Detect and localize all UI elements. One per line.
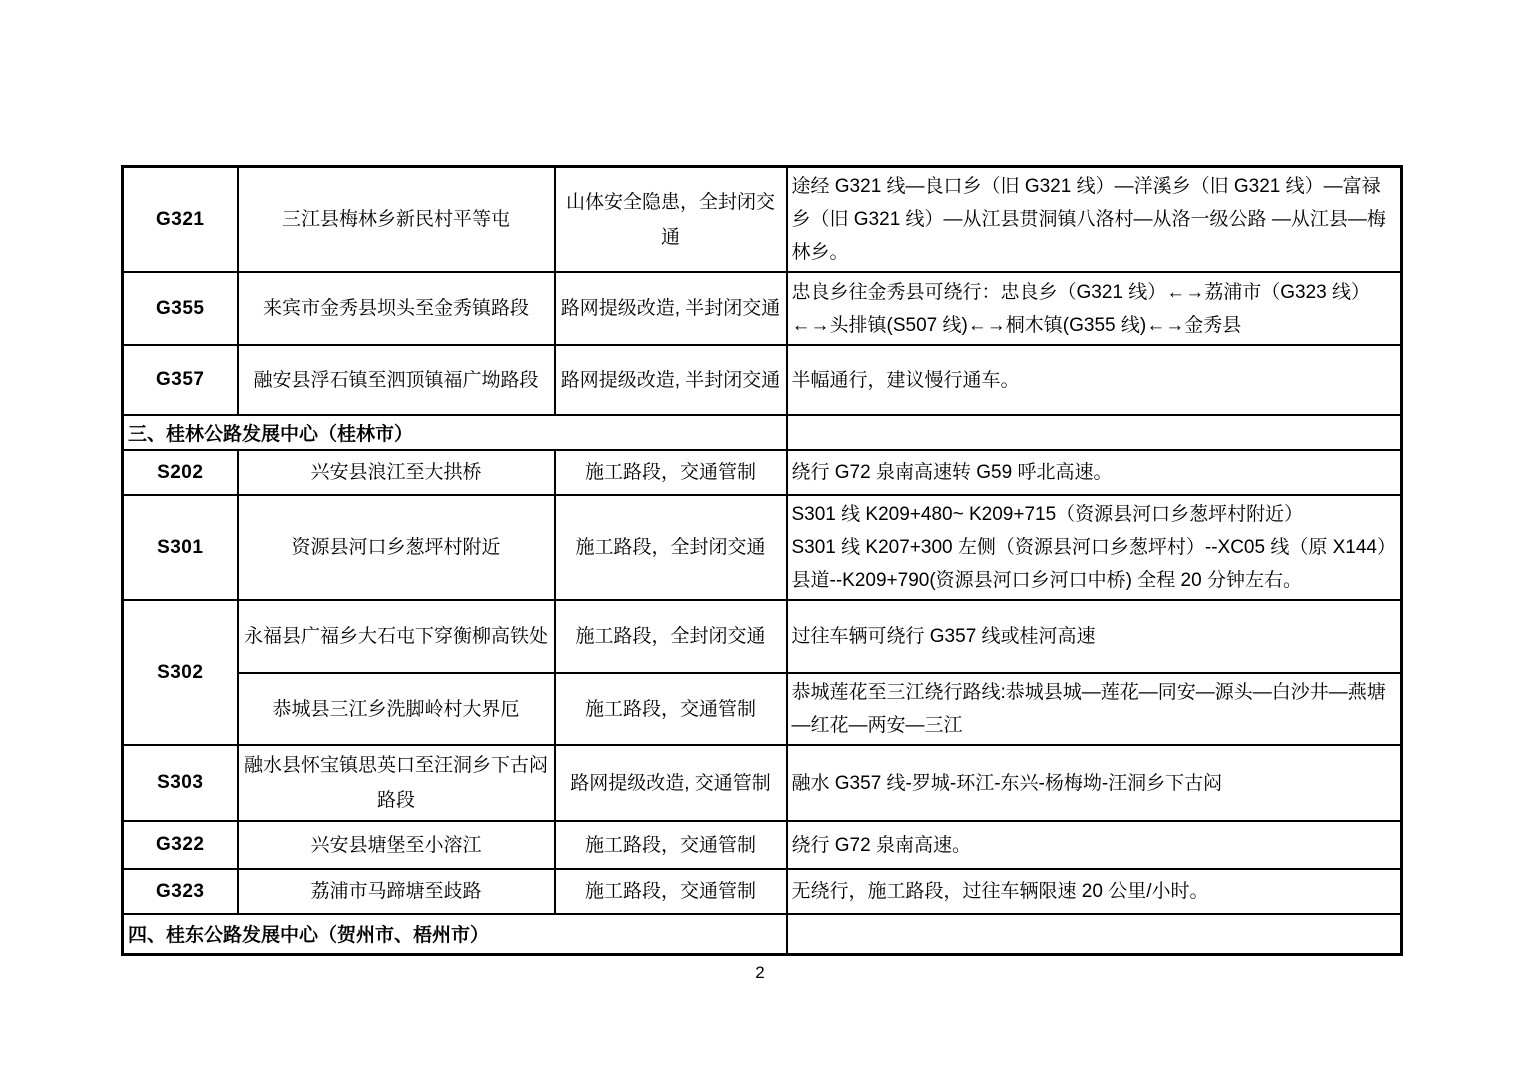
route-code-cell: S302: [123, 600, 238, 745]
detour-line: S301 线 K207+300 左侧（资源县河口乡葱坪村）--XC05 线（原 X144）县道--K209+790(资源县河口乡河口中桥) 全程 20 分钟左右。: [791, 537, 1396, 591]
status-cell: 山体安全隐患，全封闭交通: [555, 167, 787, 273]
status-cell: 施工路段，全封闭交通: [555, 600, 787, 673]
location-cell: 兴安县浪江至大拱桥: [238, 450, 555, 495]
route-code-cell: G357: [123, 345, 238, 415]
route-code-cell: G322: [123, 821, 238, 869]
location-cell: 资源县河口乡葱坪村附近: [238, 495, 555, 600]
section-header-row-guilin: [123, 415, 1402, 450]
empty-cell: [787, 914, 1402, 954]
road-closure-table: [121, 165, 1403, 956]
location-cell: 来宾市金秀县坝头至金秀镇路段: [238, 272, 555, 345]
status-cell: 施工路段，交通管制: [555, 821, 787, 869]
table-row-g357: [123, 345, 1402, 415]
detour-cell: 绕行 G72 泉南高速。: [787, 821, 1402, 869]
location-cell: 三江县梅林乡新民村平等屯: [238, 167, 555, 273]
detour-cell: 融水 G357 线-罗城-环江-东兴-杨梅坳-汪洞乡下古闷: [787, 745, 1402, 821]
empty-cell: [787, 415, 1402, 450]
detour-cell: 半幅通行，建议慢行通车。: [787, 345, 1402, 415]
location-cell: 永福县广福乡大石屯下穿衡柳高铁处: [238, 600, 555, 673]
detour-cell: 忠良乡往金秀县可绕行：忠良乡（G321 线）←→荔浦市（G323 线）←→头排镇(S507 线)←→桐木镇(G355 线)←→金秀县: [787, 272, 1402, 345]
detour-cell: 绕行 G72 泉南高速转 G59 呼北高速。: [787, 450, 1402, 495]
route-code-cell: S301: [123, 495, 238, 600]
table-row-g322: [123, 821, 1402, 869]
page-number: 2: [755, 963, 765, 982]
detour-cell: 途经 G321 线—良口乡（旧 G321 线）—洋溪乡（旧 G321 线）—富禄乡（旧 G321 线）—从江县贯洞镇八洛村—从洛一级公路 —从江县—梅林乡。: [787, 167, 1402, 273]
section-header-row-guidong: [123, 914, 1402, 954]
section-header-label: 四、桂东公路发展中心（贺州市、梧州市）: [123, 914, 787, 954]
location-cell: 恭城县三江乡洗脚岭村大界厄: [238, 673, 555, 745]
table-row-s303: [123, 745, 1402, 821]
route-code-cell: G355: [123, 272, 238, 345]
location-cell: 融水县怀宝镇思英口至汪洞乡下古闷路段: [238, 745, 555, 821]
table-row-g355: [123, 272, 1402, 345]
table-row-s302-b: [123, 673, 1402, 745]
detour-line: S301 线 K209+480~ K209+715（资源县河口乡葱坪村附近）: [791, 504, 1304, 525]
section-header-label: 三、桂林公路发展中心（桂林市）: [123, 415, 787, 450]
status-cell: 路网提级改造, 交通管制: [555, 745, 787, 821]
table-row-g321: [123, 167, 1402, 273]
route-code-cell: G323: [123, 869, 238, 914]
table-row-s202: [123, 450, 1402, 495]
status-cell: 施工路段，交通管制: [555, 869, 787, 914]
route-code-cell: G321: [123, 167, 238, 273]
location-cell: 荔浦市马蹄塘至歧路: [238, 869, 555, 914]
route-code-cell: S303: [123, 745, 238, 821]
detour-cell: [787, 495, 1402, 600]
table-row-s302-a: [123, 600, 1402, 673]
table-row-s301: [123, 495, 1402, 600]
status-cell: 施工路段，交通管制: [555, 673, 787, 745]
location-cell: 兴安县塘堡至小溶江: [238, 821, 555, 869]
detour-cell: 恭城莲花至三江绕行路线:恭城县城—莲花—同安—源头—白沙井—燕塘—红花—两安—三江: [787, 673, 1402, 745]
location-cell: 融安县浮石镇至泗顶镇福广坳路段: [238, 345, 555, 415]
status-cell: 施工路段，全封闭交通: [555, 495, 787, 600]
detour-cell: 过往车辆可绕行 G357 线或桂河高速: [787, 600, 1402, 673]
route-code-cell: S202: [123, 450, 238, 495]
status-cell: 路网提级改造, 半封闭交通: [555, 272, 787, 345]
detour-cell: 无绕行，施工路段，过往车辆限速 20 公里/小时。: [787, 869, 1402, 914]
status-cell: 施工路段，交通管制: [555, 450, 787, 495]
status-cell: 路网提级改造, 半封闭交通: [555, 345, 787, 415]
table-row-g323: [123, 869, 1402, 914]
